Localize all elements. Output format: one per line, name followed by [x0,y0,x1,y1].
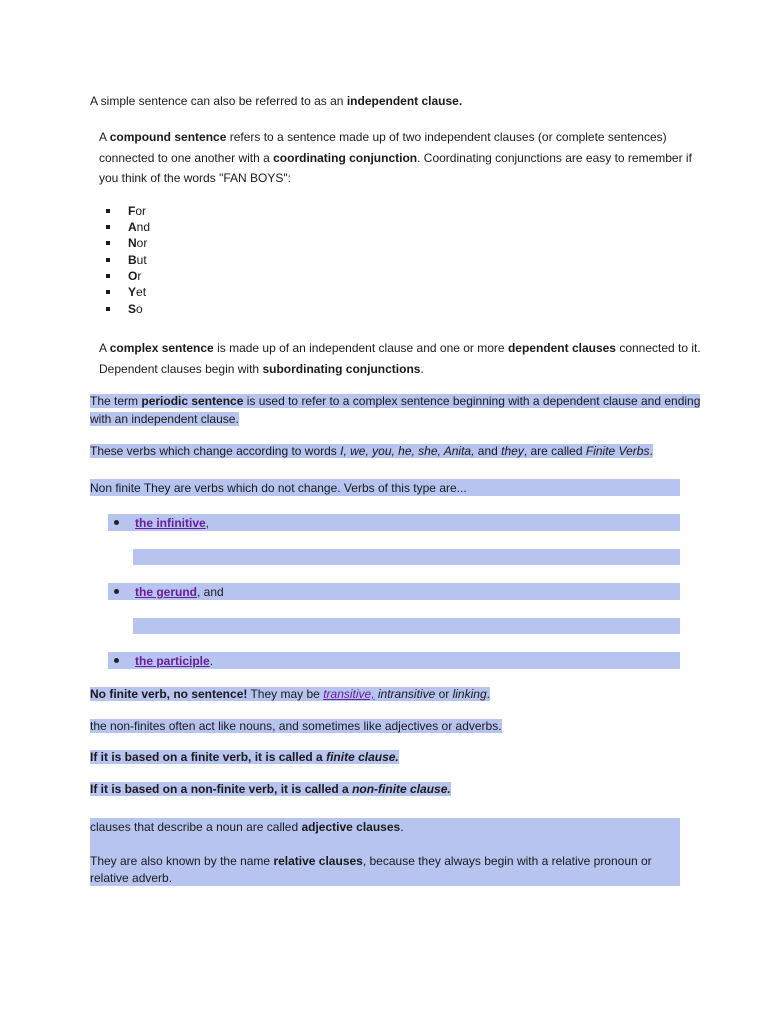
participle-link[interactable]: the participle [135,654,210,668]
text: A simple sentence can also be referred to as an [90,94,347,108]
bullet-icon [114,658,119,663]
list-item: Or [128,269,142,283]
relative-clauses-paragraph: They are also known by the name relative clauses, because they always begin with a relative pronoun or [90,854,652,868]
list-item: So [128,302,143,316]
list-item: Nor [128,236,148,250]
bullet-icon [106,241,110,245]
non-finites-act-paragraph: the non-finites often act like nouns, and sometimes like adjectives or adverbs. [90,719,502,733]
list-item: the participle. [135,654,214,668]
bullet-icon [106,209,110,213]
list-item: the infinitive, [135,516,210,530]
finite-verbs-paragraph: These verbs which change according to words I, we, you, he, she, Anita, and they, are called Finite Verbs. [90,444,653,458]
transitive-link[interactable]: transitive, [323,687,375,701]
list-item: For [128,204,147,218]
no-finite-verb-paragraph: No finite verb, no sentence! They may be transitive, intransitive or linking. [90,687,490,701]
bullet-icon [106,307,110,311]
list-item: But [128,253,147,267]
bullet-icon [106,290,110,294]
bold-term: compound sentence [109,130,227,144]
document-page: A simple sentence can also be referred to as an independent clause. A compound sentence refers to a sentence made up of two independent clauses (or complete sentences) connected to one another with a coordinating conjunction. Coordinating conjunctions are easy to remember if you think of the words "FAN BOYS": For And Nor But Or Yet So A complex sentence is made up of an independent clause and one or more dependent clauses connected to it. Dependent clauses begin with subordinating conjunctions. The term periodic sentence is used to refer to a complex sentence beginning with a dependent clause and ending with an independent clause. These verbs which change according to words I, we, you, he, she, Anita, and they, are called Finite Verbs. Non finite They are verbs which do not change. Verbs of this type are... the infinitive, the gerund, and the participle. No finite verb, no sentence! They may be transitive, intransitive or linking. the non-finites often act like nouns, and sometimes like adjectives or adverbs. If it is based on a finite verb, it is called a finite clause. If it is based on a non-finite verb, it is called a non-finite clause. clauses that describe a noun are called adjective clauses. They are also known by the name relative clauses, because they always begin with a relative pronoun or relative adverb. [90,94,701,885]
bold-term: coordinating conjunction [273,151,418,165]
non-finite-clause-paragraph: If it is based on a non-finite verb, it is called a non-finite clause. [90,782,451,796]
infinitive-link[interactable]: the infinitive [135,516,206,530]
bullet-icon [114,589,119,594]
relative-clauses-paragraph-line2: relative adverb. [90,871,173,885]
list-item: Yet [128,285,147,299]
finite-clause-paragraph: If it is based on a finite verb, it is called a finite clause. [90,750,399,764]
bullet-icon [106,225,110,229]
gerund-link[interactable]: the gerund [135,585,197,599]
bullet-icon [106,274,110,278]
non-finite-paragraph: Non finite They are verbs which do not change. Verbs of this type are... [90,481,467,495]
list-item: the gerund, and [135,585,224,599]
bullet-icon [114,520,119,525]
list-item: And [128,220,151,234]
simple-sentence-paragraph [90,93,462,109]
adjective-clauses-paragraph: clauses that describe a noun are called adjective clauses. [90,820,404,834]
bullet-icon [106,258,110,262]
bold-term: independent clause. [346,94,463,108]
